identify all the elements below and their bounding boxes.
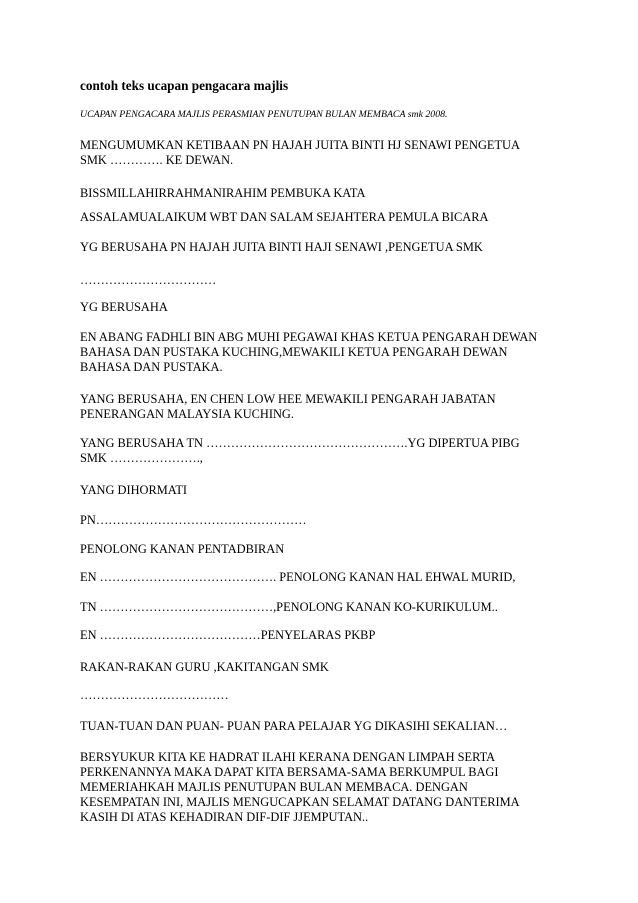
document-subtitle: UCAPAN PENGACARA MAJLIS PERASMIAN PENUTUPAN BULAN MEMBACA smk 2008.: [80, 109, 448, 120]
paragraph: [80, 186, 570, 201]
paragraph: [80, 483, 570, 498]
paragraph-line: ………………………………: [80, 688, 229, 702]
paragraph: [80, 688, 570, 703]
paragraph-line: SMK ………………….,: [80, 451, 203, 465]
paragraph: [80, 392, 570, 422]
paragraph-line: BERSYUKUR KITA KE HADRAT ILAHI KERANA DENGAN LIMPAH SERTA: [80, 750, 496, 764]
paragraph-line: ASSALAMUALAIKUM WBT DAN SALAM SEJAHTERA PEMULA BICARA: [80, 210, 489, 224]
paragraph-line: TUAN-TUAN DAN PUAN- PUAN PARA PELAJAR YG DIKASIHI SEKALIAN…: [80, 719, 508, 733]
paragraph-line: KESEMPATAN INI, MAJLIS MENGUCAPKAN SELAMAT DATANG DANTERIMA: [80, 795, 520, 809]
paragraph: [80, 210, 570, 225]
paragraph-line: PERKENANNYA MAKA DAPAT KITA BERSAMA-SAMA BERKUMPUL BAGI: [80, 765, 499, 779]
paragraph: [80, 542, 570, 557]
paragraph-line: BISSMILLAHIRRAHMANIRAHIM PEMBUKA KATA: [80, 186, 366, 200]
paragraph-line: EN ……………………………………. PENOLONG KANAN HAL EHWAL MURID,: [80, 570, 516, 584]
paragraph: [80, 660, 570, 675]
paragraph: [80, 750, 570, 825]
paragraph: [80, 300, 570, 315]
paragraph-line: EN …………………………………PENYELARAS PKBP: [80, 628, 376, 642]
paragraph: [80, 240, 570, 255]
paragraph-line: YG BERUSAHA PN HAJAH JUITA BINTI HAJI SENAWI ,PENGETUA SMK: [80, 240, 483, 254]
paragraph: [80, 138, 570, 168]
paragraph-line: SMK …………. KE DEWAN.: [80, 153, 234, 167]
paragraph-line: RAKAN-RAKAN GURU ,KAKITANGAN SMK: [80, 660, 329, 674]
document-title: contoh teks ucapan pengacara majlis: [80, 78, 289, 93]
paragraph-line: MEMERIAHKAH MAJLIS PENUTUPAN BULAN MEMBACA. DENGAN: [80, 780, 468, 794]
paragraph-line: EN ABANG FADHLI BIN ABG MUHI PEGAWAI KHAS KETUA PENGARAH DEWAN: [80, 330, 538, 344]
paragraph-line: YG BERUSAHA: [80, 300, 168, 314]
paragraph: [80, 273, 570, 288]
paragraph-line: BAHASA DAN PUSTAKA KUCHING,MEWAKILI KETUA PENGARAH DEWAN: [80, 345, 508, 359]
paragraph-line: PENERANGAN MALAYSIA KUCHING.: [80, 407, 294, 421]
paragraph-line: TN ……………………………………,PENOLONG KANAN KO-KURIKULUM..: [80, 600, 498, 614]
paragraph-line: YANG BERUSAHA, EN CHEN LOW HEE MEWAKILI PENGARAH JABATAN: [80, 392, 496, 406]
paragraph-line: PENOLONG KANAN PENTADBIRAN: [80, 542, 285, 556]
paragraph: [80, 600, 570, 615]
paragraph: [80, 330, 570, 375]
paragraph-line: BAHASA DAN PUSTAKA.: [80, 360, 223, 374]
paragraph-line: ……………………………: [80, 273, 217, 287]
paragraph-line: PN……………………………………………: [80, 513, 307, 527]
paragraph: [80, 628, 570, 643]
paragraph-line: YANG DIHORMATI: [80, 483, 188, 497]
paragraph-line: MENGUMUMKAN KETIBAAN PN HAJAH JUITA BINTI HJ SENAWI PENGETUA: [80, 138, 520, 152]
paragraph: [80, 719, 570, 734]
paragraph-line: KASIH DI ATAS KEHADIRAN DIF-DIF JJEMPUTAN..: [80, 810, 369, 824]
paragraph-line: YANG BERUSAHA TN ………………………………………….YG DIPERTUA PIBG: [80, 436, 520, 450]
paragraph: [80, 436, 570, 466]
paragraph: [80, 570, 570, 585]
paragraph: [80, 513, 570, 528]
